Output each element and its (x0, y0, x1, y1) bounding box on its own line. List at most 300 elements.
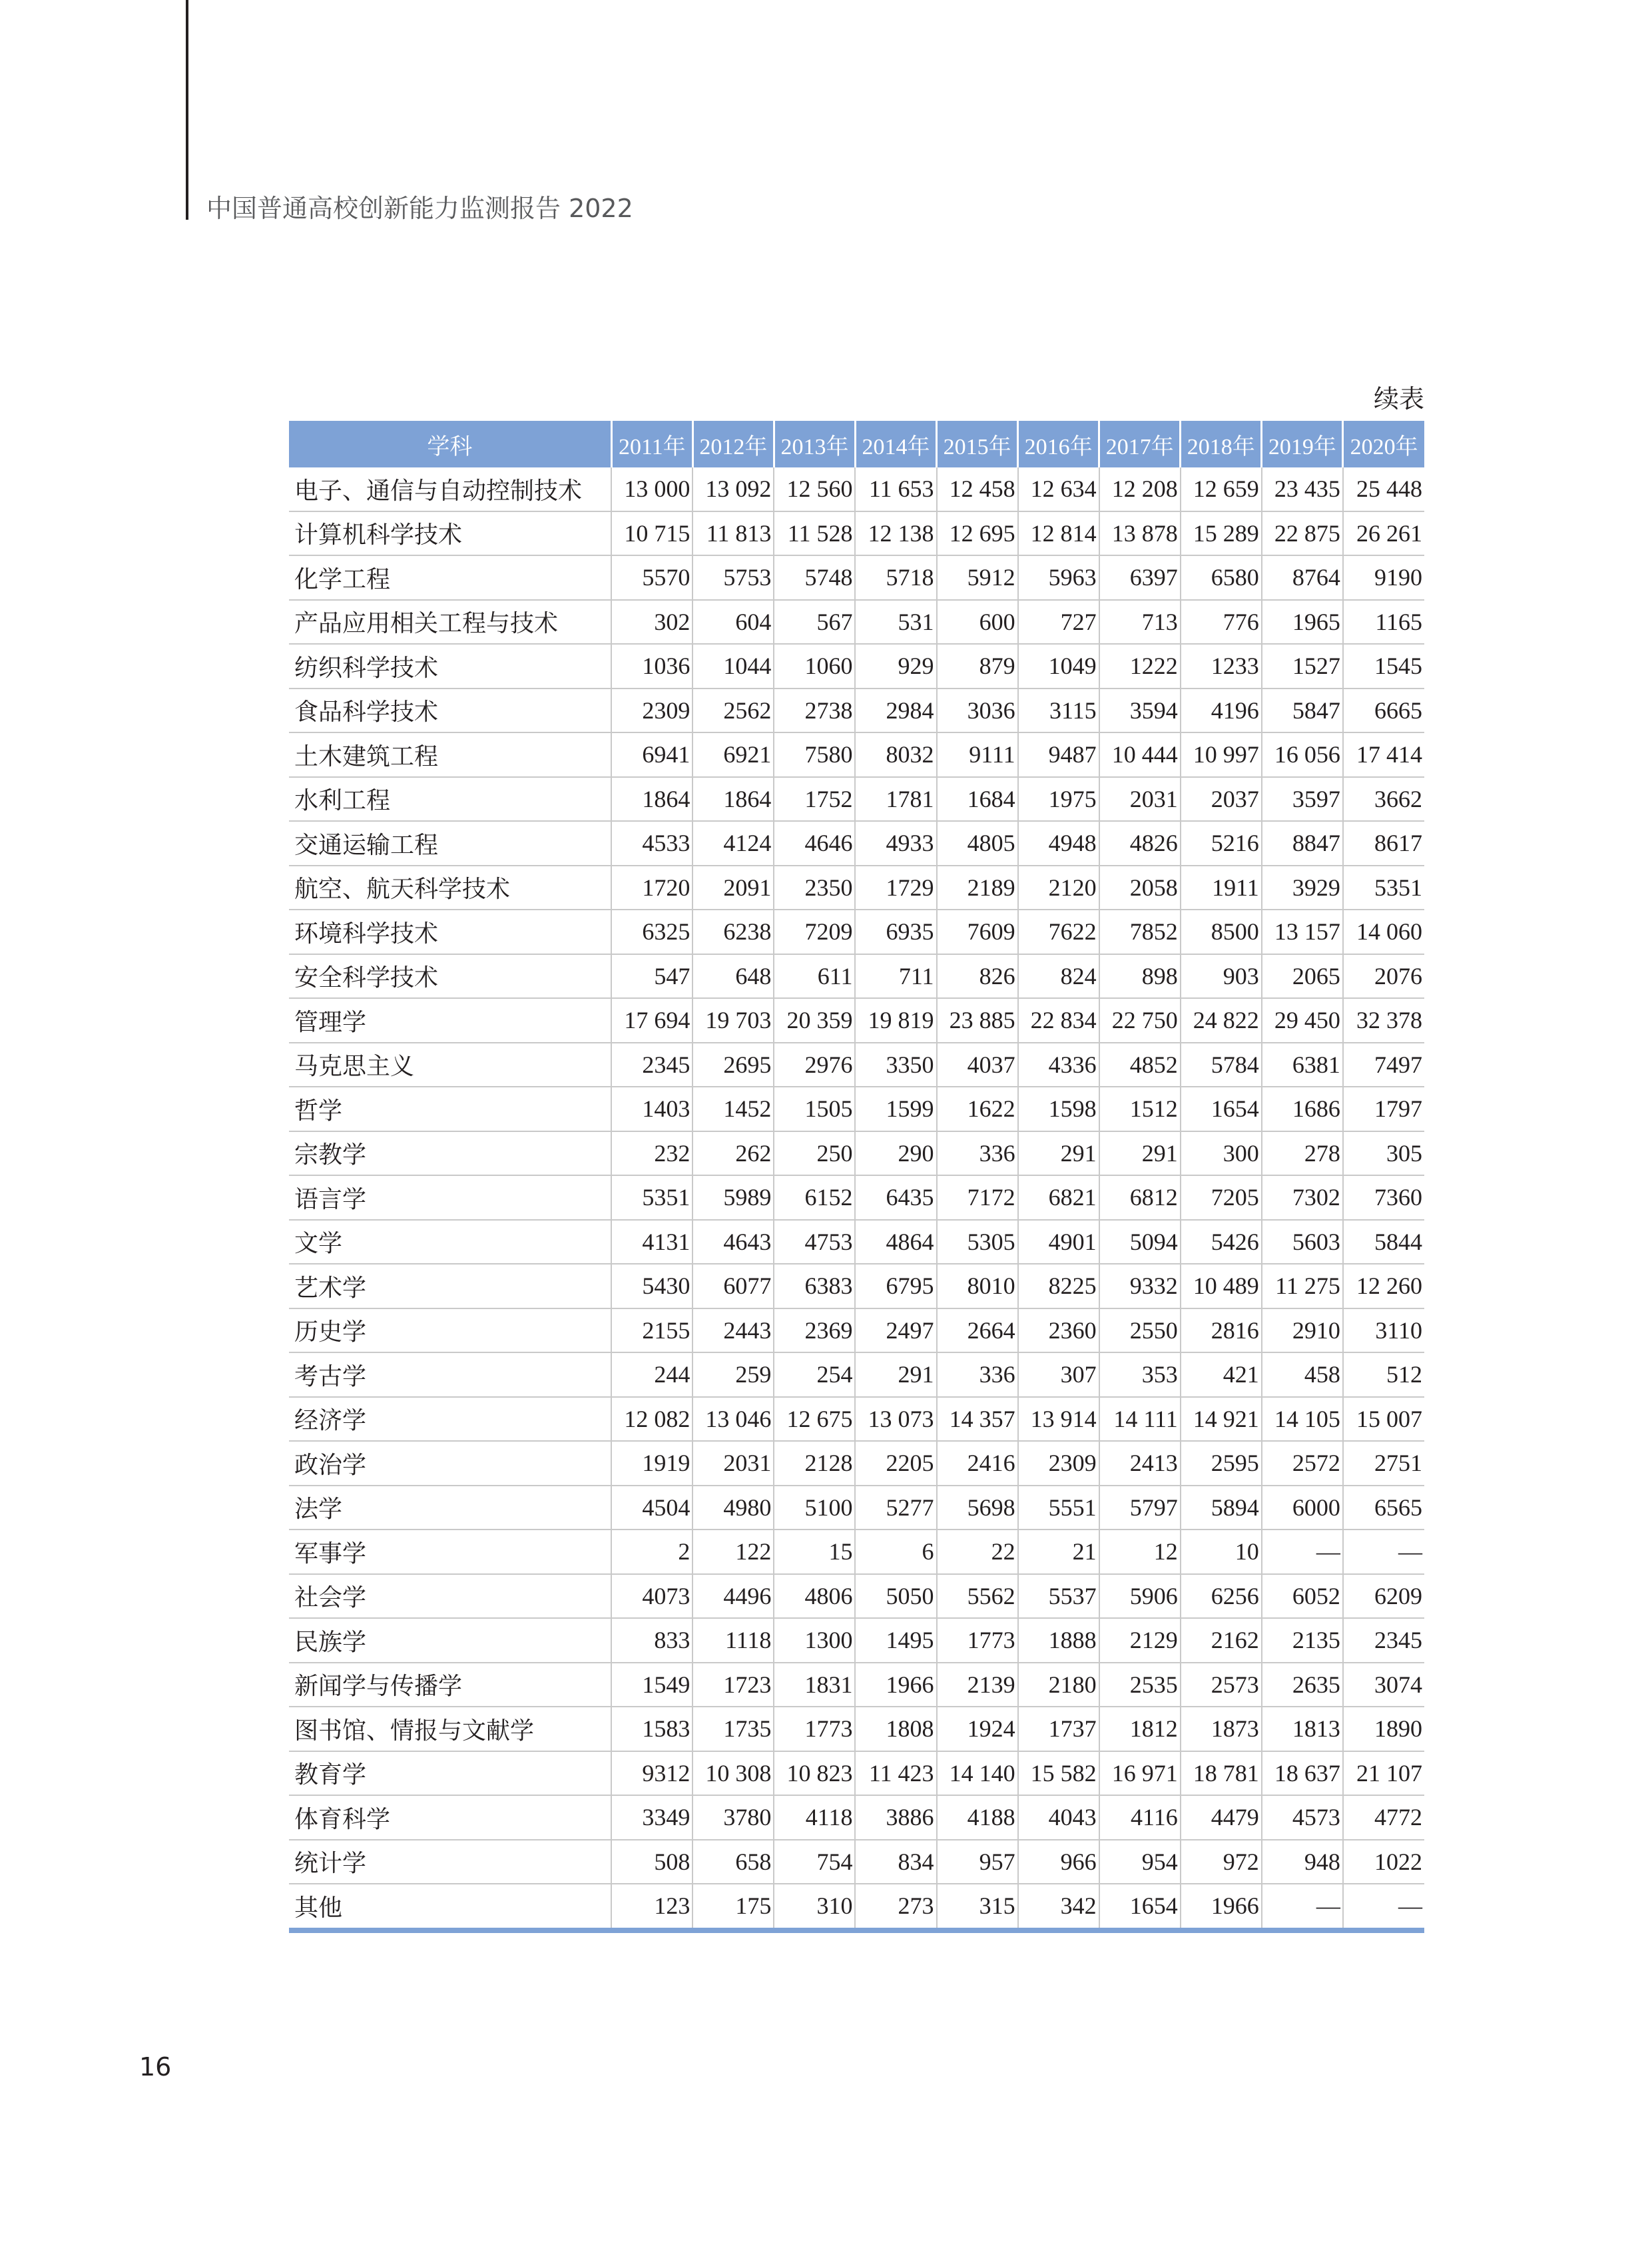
value-cell: 1737 (1018, 1707, 1099, 1751)
value-cell: 1888 (1018, 1618, 1099, 1663)
value-cell: 2550 (1099, 1308, 1181, 1353)
table-row (289, 511, 1424, 556)
value-cell: 273 (855, 1884, 936, 1930)
value-cell: 5351 (611, 1175, 692, 1220)
value-cell: 1919 (611, 1441, 692, 1486)
value-cell: 1022 (1343, 1840, 1424, 1884)
value-cell: 1222 (1099, 644, 1181, 689)
value-cell: 14 357 (937, 1397, 1018, 1442)
value-cell: — (1262, 1530, 1343, 1574)
column-header-year: 2019年 (1262, 421, 1343, 467)
value-cell: 353 (1099, 1352, 1181, 1397)
value-cell: 6325 (611, 910, 692, 954)
value-cell: 2816 (1181, 1308, 1262, 1353)
value-cell: 342 (1018, 1884, 1099, 1930)
value-cell: 3594 (1099, 689, 1181, 733)
value-cell: 22 750 (1099, 998, 1181, 1043)
value-cell: 421 (1181, 1352, 1262, 1397)
value-cell: 5894 (1181, 1486, 1262, 1530)
value-cell: 4901 (1018, 1220, 1099, 1264)
value-cell: 18 637 (1262, 1751, 1343, 1796)
value-cell: 12 458 (937, 467, 1018, 511)
value-cell: 6077 (692, 1264, 774, 1308)
value-cell: 2535 (1099, 1663, 1181, 1707)
subject-cell: 法学 (289, 1486, 611, 1530)
value-cell: 3349 (611, 1795, 692, 1840)
value-cell: 1752 (774, 777, 855, 822)
table-row (289, 1441, 1424, 1486)
value-cell: 4504 (611, 1486, 692, 1530)
value-cell: 8617 (1343, 821, 1424, 866)
table-row (289, 910, 1424, 954)
value-cell: 122 (692, 1530, 774, 1574)
value-cell: 5430 (611, 1264, 692, 1308)
value-cell: 2128 (774, 1441, 855, 1486)
value-cell: 3597 (1262, 777, 1343, 822)
table-row (289, 1884, 1424, 1930)
value-cell: 611 (774, 954, 855, 999)
table-row (289, 1707, 1424, 1751)
table-row (289, 1840, 1424, 1884)
value-cell: 336 (937, 1131, 1018, 1176)
value-cell: 6941 (611, 732, 692, 777)
value-cell: 2976 (774, 1043, 855, 1087)
value-cell: 1773 (774, 1707, 855, 1751)
value-cell: 336 (937, 1352, 1018, 1397)
value-cell: 5603 (1262, 1220, 1343, 1264)
value-cell: 2738 (774, 689, 855, 733)
table-row (289, 732, 1424, 777)
value-cell: 5570 (611, 555, 692, 600)
value-cell: 1049 (1018, 644, 1099, 689)
value-cell: 6580 (1181, 555, 1262, 600)
value-cell: 307 (1018, 1352, 1099, 1397)
value-cell: 7497 (1343, 1043, 1424, 1087)
value-cell: 8225 (1018, 1264, 1099, 1308)
value-cell: 14 921 (1181, 1397, 1262, 1442)
value-cell: 2751 (1343, 1441, 1424, 1486)
value-cell: 754 (774, 1840, 855, 1884)
value-cell: 8010 (937, 1264, 1018, 1308)
value-cell: 10 715 (611, 511, 692, 556)
value-cell: 879 (937, 644, 1018, 689)
subject-cell: 历史学 (289, 1308, 611, 1353)
value-cell: 6256 (1181, 1574, 1262, 1619)
value-cell: 2180 (1018, 1663, 1099, 1707)
value-cell: 6435 (855, 1175, 936, 1220)
value-cell: 954 (1099, 1840, 1181, 1884)
value-cell: 824 (1018, 954, 1099, 999)
value-cell: 1403 (611, 1087, 692, 1131)
table-row (289, 1751, 1424, 1796)
value-cell: 1890 (1343, 1707, 1424, 1751)
value-cell: 19 819 (855, 998, 936, 1043)
value-cell: 4043 (1018, 1795, 1099, 1840)
subject-cell: 考古学 (289, 1352, 611, 1397)
value-cell: 6812 (1099, 1175, 1181, 1220)
value-cell: 5753 (692, 555, 774, 600)
value-cell: 1686 (1262, 1087, 1343, 1131)
subject-cell: 民族学 (289, 1618, 611, 1663)
value-cell: 6 (855, 1530, 936, 1574)
value-cell: 23 435 (1262, 467, 1343, 511)
value-cell: 11 653 (855, 467, 936, 511)
value-cell: 6383 (774, 1264, 855, 1308)
value-cell: 16 971 (1099, 1751, 1181, 1796)
subject-cell: 统计学 (289, 1840, 611, 1884)
value-cell: 10 489 (1181, 1264, 1262, 1308)
value-cell: 948 (1262, 1840, 1343, 1884)
column-header-year: 2015年 (937, 421, 1018, 467)
value-cell: — (1262, 1884, 1343, 1930)
value-cell: 290 (855, 1131, 936, 1176)
value-cell: 3110 (1343, 1308, 1424, 1353)
table-row (289, 1486, 1424, 1530)
value-cell: 2162 (1181, 1618, 1262, 1663)
value-cell: 3662 (1343, 777, 1424, 822)
value-cell: 14 060 (1343, 910, 1424, 954)
value-cell: 2595 (1181, 1441, 1262, 1486)
value-cell: 5989 (692, 1175, 774, 1220)
subject-cell: 土木建筑工程 (289, 732, 611, 777)
table-row (289, 467, 1424, 511)
value-cell: 2031 (1099, 777, 1181, 822)
value-cell: 22 875 (1262, 511, 1343, 556)
subject-cell: 哲学 (289, 1087, 611, 1131)
value-cell: 12 260 (1343, 1264, 1424, 1308)
value-cell: 1797 (1343, 1087, 1424, 1131)
value-cell: 25 448 (1343, 467, 1424, 511)
value-cell: 2413 (1099, 1441, 1181, 1486)
table-row (289, 821, 1424, 866)
table-row (289, 1618, 1424, 1663)
subject-cell: 教育学 (289, 1751, 611, 1796)
value-cell: 291 (1018, 1131, 1099, 1176)
value-cell: 1924 (937, 1707, 1018, 1751)
table-row (289, 1264, 1424, 1308)
value-cell: 648 (692, 954, 774, 999)
value-cell: 5277 (855, 1486, 936, 1530)
value-cell: 5216 (1181, 821, 1262, 866)
value-cell: 17 414 (1343, 732, 1424, 777)
page-number: 16 (139, 2052, 172, 2082)
value-cell: 12 082 (611, 1397, 692, 1442)
value-cell: 3074 (1343, 1663, 1424, 1707)
value-cell: 600 (937, 600, 1018, 645)
subject-cell: 经济学 (289, 1397, 611, 1442)
value-cell: 2573 (1181, 1663, 1262, 1707)
value-cell: 972 (1181, 1840, 1262, 1884)
value-cell: 278 (1262, 1131, 1343, 1176)
value-cell: 2345 (611, 1043, 692, 1087)
value-cell: 6935 (855, 910, 936, 954)
value-cell: 1060 (774, 644, 855, 689)
value-cell: 300 (1181, 1131, 1262, 1176)
column-header-year: 2017年 (1099, 421, 1181, 467)
value-cell: 16 056 (1262, 732, 1343, 777)
value-cell: 4980 (692, 1486, 774, 1530)
value-cell: 1729 (855, 866, 936, 910)
value-cell: 1495 (855, 1618, 936, 1663)
value-cell: 5963 (1018, 555, 1099, 600)
subject-cell: 产品应用相关工程与技术 (289, 600, 611, 645)
value-cell: 1505 (774, 1087, 855, 1131)
subject-cell: 语言学 (289, 1175, 611, 1220)
value-cell: 1118 (692, 1618, 774, 1663)
column-header-year: 2014年 (855, 421, 936, 467)
value-cell: 291 (855, 1352, 936, 1397)
discipline-data-table (289, 421, 1424, 1933)
value-cell: 4188 (937, 1795, 1018, 1840)
value-cell: 508 (611, 1840, 692, 1884)
value-cell: 1452 (692, 1087, 774, 1131)
value-cell: 711 (855, 954, 936, 999)
table-header-row (289, 421, 1424, 467)
value-cell: 4852 (1099, 1043, 1181, 1087)
value-cell: 10 (1181, 1530, 1262, 1574)
value-cell: 1965 (1262, 600, 1343, 645)
column-header-subject: 学科 (289, 421, 611, 467)
value-cell: 123 (611, 1884, 692, 1930)
value-cell: 4196 (1181, 689, 1262, 733)
value-cell: 5718 (855, 555, 936, 600)
value-cell: 244 (611, 1352, 692, 1397)
value-cell: 32 378 (1343, 998, 1424, 1043)
value-cell: 4753 (774, 1220, 855, 1264)
value-cell: 6152 (774, 1175, 855, 1220)
value-cell: 2189 (937, 866, 1018, 910)
value-cell: 5305 (937, 1220, 1018, 1264)
value-cell: 2984 (855, 689, 936, 733)
subject-cell: 管理学 (289, 998, 611, 1043)
value-cell: 12 138 (855, 511, 936, 556)
value-cell: 8764 (1262, 555, 1343, 600)
value-cell: 13 914 (1018, 1397, 1099, 1442)
table-row (289, 1574, 1424, 1619)
value-cell: 7852 (1099, 910, 1181, 954)
table-row (289, 1352, 1424, 1397)
value-cell: 9332 (1099, 1264, 1181, 1308)
value-cell: 833 (611, 1618, 692, 1663)
subject-cell: 食品科学技术 (289, 689, 611, 733)
column-header-year: 2018年 (1181, 421, 1262, 467)
value-cell: 26 261 (1343, 511, 1424, 556)
value-cell: 1864 (692, 777, 774, 822)
value-cell: 2129 (1099, 1618, 1181, 1663)
value-cell: 826 (937, 954, 1018, 999)
value-cell: 1599 (855, 1087, 936, 1131)
table-row (289, 866, 1424, 910)
subject-cell: 航空、航天科学技术 (289, 866, 611, 910)
value-cell: 1512 (1099, 1087, 1181, 1131)
value-cell: 5551 (1018, 1486, 1099, 1530)
column-header-year: 2013年 (774, 421, 855, 467)
value-cell: 6795 (855, 1264, 936, 1308)
value-cell: 2345 (1343, 1618, 1424, 1663)
running-header: 中国普通高校创新能力监测报告 2022 (206, 194, 633, 223)
value-cell: 315 (937, 1884, 1018, 1930)
value-cell: 713 (1099, 600, 1181, 645)
value-cell: 11 813 (692, 511, 774, 556)
subject-cell: 电子、通信与自动控制技术 (289, 467, 611, 511)
value-cell: 1165 (1343, 600, 1424, 645)
value-cell: 4118 (774, 1795, 855, 1840)
subject-cell: 水利工程 (289, 777, 611, 822)
value-cell: 1873 (1181, 1707, 1262, 1751)
value-cell: 4933 (855, 821, 936, 866)
value-cell: 7209 (774, 910, 855, 954)
value-cell: 3886 (855, 1795, 936, 1840)
value-cell: 2037 (1181, 777, 1262, 822)
value-cell: 903 (1181, 954, 1262, 999)
table-row (289, 954, 1424, 999)
subject-cell: 安全科学技术 (289, 954, 611, 999)
value-cell: 12 675 (774, 1397, 855, 1442)
value-cell: 9190 (1343, 555, 1424, 600)
value-cell: 1549 (611, 1663, 692, 1707)
value-cell: 12 659 (1181, 467, 1262, 511)
value-cell: 8032 (855, 732, 936, 777)
value-cell: 5562 (937, 1574, 1018, 1619)
value-cell: 14 140 (937, 1751, 1018, 1796)
value-cell: 2031 (692, 1441, 774, 1486)
value-cell: 12 695 (937, 511, 1018, 556)
value-cell: — (1343, 1530, 1424, 1574)
value-cell: 1545 (1343, 644, 1424, 689)
table-row (289, 1308, 1424, 1353)
table-row (289, 689, 1424, 733)
value-cell: 21 107 (1343, 1751, 1424, 1796)
subject-cell: 政治学 (289, 1441, 611, 1486)
value-cell: 7360 (1343, 1175, 1424, 1220)
value-cell: 6397 (1099, 555, 1181, 600)
value-cell: — (1343, 1884, 1424, 1930)
value-cell: 2350 (774, 866, 855, 910)
value-cell: 6821 (1018, 1175, 1099, 1220)
value-cell: 15 (774, 1530, 855, 1574)
value-cell: 957 (937, 1840, 1018, 1884)
value-cell: 1831 (774, 1663, 855, 1707)
value-cell: 2076 (1343, 954, 1424, 999)
value-cell: 4948 (1018, 821, 1099, 866)
table-row (289, 1175, 1424, 1220)
value-cell: 12 814 (1018, 511, 1099, 556)
value-cell: 8847 (1262, 821, 1343, 866)
value-cell: 7205 (1181, 1175, 1262, 1220)
value-cell: 4124 (692, 821, 774, 866)
value-cell: 24 822 (1181, 998, 1262, 1043)
value-cell: 2910 (1262, 1308, 1343, 1353)
value-cell: 291 (1099, 1131, 1181, 1176)
table-row (289, 1131, 1424, 1176)
value-cell: 20 359 (774, 998, 855, 1043)
subject-cell: 环境科学技术 (289, 910, 611, 954)
value-cell: 23 885 (937, 998, 1018, 1043)
value-cell: 13 878 (1099, 511, 1181, 556)
value-cell: 310 (774, 1884, 855, 1930)
value-cell: 18 781 (1181, 1751, 1262, 1796)
value-cell: 14 111 (1099, 1397, 1181, 1442)
value-cell: 4037 (937, 1043, 1018, 1087)
value-cell: 1720 (611, 866, 692, 910)
subject-cell: 图书馆、情报与文献学 (289, 1707, 611, 1751)
value-cell: 547 (611, 954, 692, 999)
value-cell: 12 208 (1099, 467, 1181, 511)
value-cell: 262 (692, 1131, 774, 1176)
value-cell: 2120 (1018, 866, 1099, 910)
value-cell: 14 105 (1262, 1397, 1343, 1442)
subject-cell: 化学工程 (289, 555, 611, 600)
value-cell: 10 444 (1099, 732, 1181, 777)
value-cell: 15 582 (1018, 1751, 1099, 1796)
value-cell: 2443 (692, 1308, 774, 1353)
value-cell: 12 634 (1018, 467, 1099, 511)
value-cell: 5797 (1099, 1486, 1181, 1530)
value-cell: 776 (1181, 600, 1262, 645)
value-cell: 3929 (1262, 866, 1343, 910)
value-cell: 5906 (1099, 1574, 1181, 1619)
value-cell: 15 007 (1343, 1397, 1424, 1442)
value-cell: 1735 (692, 1707, 774, 1751)
value-cell: 11 275 (1262, 1264, 1343, 1308)
subject-cell: 宗教学 (289, 1131, 611, 1176)
table-row (289, 777, 1424, 822)
value-cell: 2562 (692, 689, 774, 733)
value-cell: 1773 (937, 1618, 1018, 1663)
value-cell: 4643 (692, 1220, 774, 1264)
value-cell: 250 (774, 1131, 855, 1176)
value-cell: 5784 (1181, 1043, 1262, 1087)
value-cell: 1812 (1099, 1707, 1181, 1751)
subject-cell: 社会学 (289, 1574, 611, 1619)
value-cell: 5698 (937, 1486, 1018, 1530)
value-cell: 1723 (692, 1663, 774, 1707)
value-cell: 3350 (855, 1043, 936, 1087)
value-cell: 11 423 (855, 1751, 936, 1796)
value-cell: 2360 (1018, 1308, 1099, 1353)
value-cell: 1622 (937, 1087, 1018, 1131)
value-cell: 4533 (611, 821, 692, 866)
value-cell: 5094 (1099, 1220, 1181, 1264)
value-cell: 1300 (774, 1618, 855, 1663)
table-row (289, 998, 1424, 1043)
value-cell: 5844 (1343, 1220, 1424, 1264)
value-cell: 2309 (1018, 1441, 1099, 1486)
margin-rule (186, 0, 188, 220)
value-cell: 22 834 (1018, 998, 1099, 1043)
subject-cell: 文学 (289, 1220, 611, 1264)
value-cell: 2695 (692, 1043, 774, 1087)
value-cell: 4116 (1099, 1795, 1181, 1840)
value-cell: 458 (1262, 1352, 1343, 1397)
value-cell: 1684 (937, 777, 1018, 822)
value-cell: 966 (1018, 1840, 1099, 1884)
value-cell: 929 (855, 644, 936, 689)
value-cell: 3780 (692, 1795, 774, 1840)
value-cell: 2 (611, 1530, 692, 1574)
value-cell: 6665 (1343, 689, 1424, 733)
column-header-year: 2012年 (692, 421, 774, 467)
value-cell: 5847 (1262, 689, 1343, 733)
value-cell: 7580 (774, 732, 855, 777)
value-cell: 512 (1343, 1352, 1424, 1397)
value-cell: 29 450 (1262, 998, 1343, 1043)
value-cell: 6921 (692, 732, 774, 777)
value-cell: 254 (774, 1352, 855, 1397)
value-cell: 9487 (1018, 732, 1099, 777)
value-cell: 2572 (1262, 1441, 1343, 1486)
value-cell: 6238 (692, 910, 774, 954)
